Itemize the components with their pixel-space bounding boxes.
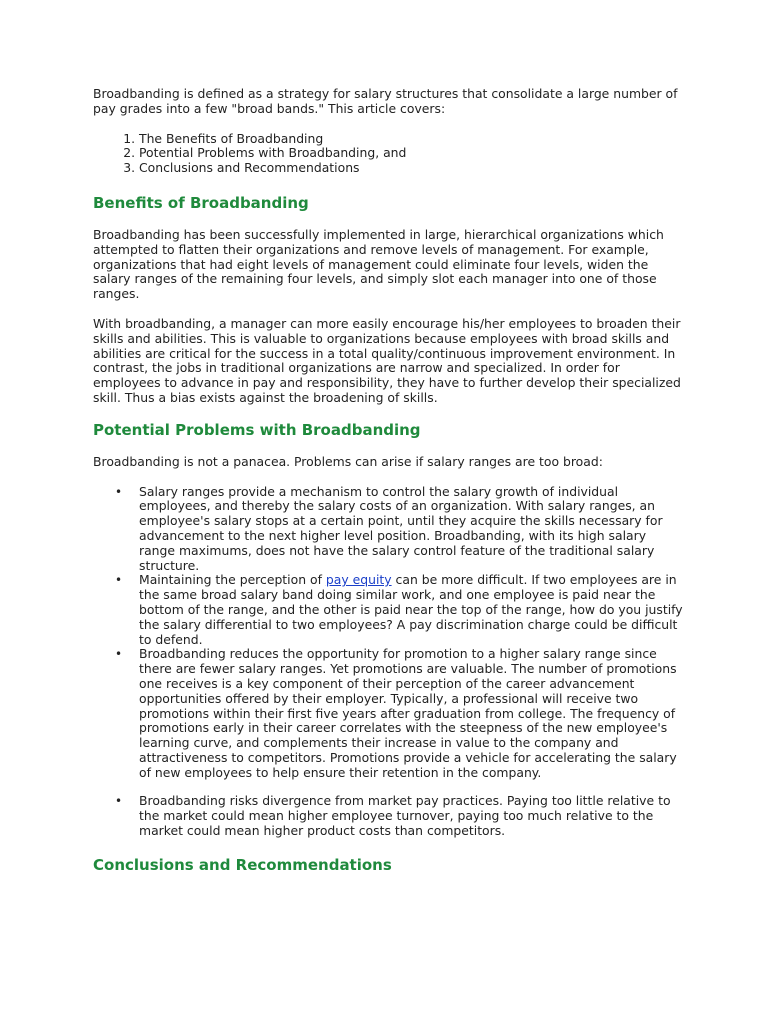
article-body bbox=[93, 87, 683, 890]
intro-paragraph: Broadbanding is defined as a strategy for salary structures that consolidate a large number of pay grades into a few "broad bands." This article covers: bbox=[93, 86, 678, 116]
problem-pay-equity bbox=[139, 573, 683, 647]
outline-item-conclusions: 3. Conclusions and Recommendations bbox=[139, 161, 683, 176]
heading-problems: Potential Problems with Broadbanding bbox=[93, 420, 421, 439]
outline-item-benefits: 1. The Benefits of Broadbanding bbox=[139, 132, 683, 147]
heading-benefits: Benefits of Broadbanding bbox=[93, 193, 309, 212]
heading-conclusions: Conclusions and Recommendations bbox=[93, 855, 392, 874]
problem-salary-control: • Salary ranges provide a mechanism to control the salary growth of individual employees, and thereby the salary costs of an organization. With salary ranges, an employee's salary stops at a certain point, until they acquire the skills necessary for advancement to the next higher level position. Broadbanding, with its high salary range maximums, does not have the salary control feature of the traditional salary structure. bbox=[139, 485, 683, 574]
pay-equity-text-after: can be more difficult. If two employees are in the same broad salary band doing similar work, and one employee is paid near the bottom of the range, and the other is paid near the top of the range, how do you justify the salary differential to two employees? A pay discrimination charge could be difficult to defend. bbox=[139, 572, 683, 647]
benefits-paragraph-2: With broadbanding, a manager can more easily encourage his/her employees to broaden their skills and abilities. This is valuable to organizations because employees with broad skills and abilities are critical for the success in a total quality/continuous improvement environment. In contrast, the jobs in traditional organizations are narrow and specialized. In order for employees to advance in pay and responsibility, they have to further develop their specialized skill. Thus a bias exists against the broadening of skills. bbox=[93, 315, 681, 405]
pay-equity-link[interactable]: pay equity bbox=[325, 572, 392, 588]
problems-bullet-list bbox=[93, 485, 683, 839]
problem-promotion: • Broadbanding reduces the opportunity for promotion to a higher salary range since there are fewer salary ranges. Yet promotions are valuable. The number of promotions one receives is a key component of their perception of the career advancement opportunities offered by their employer. Typically, a professional will receive two promotions within their first five years after graduation from college. The frequency of promotions early in their career correlates with the steepness of the new employee's learning curve, and complements their increase in value to the company and attractiveness to competitors. Promotions provide a vehicle for accelerating the salary of new employees to help ensure their retention in the company. bbox=[139, 647, 683, 780]
benefits-paragraph-1: Broadbanding has been successfully implemented in large, hierarchical organizations which attempted to flatten their organizations and remove levels of management. For example, organizations that had eight levels of management could eliminate four levels, widen the salary ranges of the remaining four levels, and simply slot each manager into one of those ranges. bbox=[93, 226, 664, 302]
problem-market-pay: • Broadbanding risks divergence from market pay practices. Paying too little relative to the market could mean higher employee turnover, paying too much relative to the market could mean higher product costs than competitors. bbox=[139, 794, 683, 838]
article-outline-list bbox=[93, 132, 683, 176]
pay-equity-text-before: Maintaining the perception of bbox=[139, 572, 326, 588]
outline-item-problems: 2. Potential Problems with Broadbanding, and bbox=[139, 146, 683, 161]
problems-lead: Broadbanding is not a panacea. Problems can arise if salary ranges are too broad: bbox=[93, 453, 603, 469]
